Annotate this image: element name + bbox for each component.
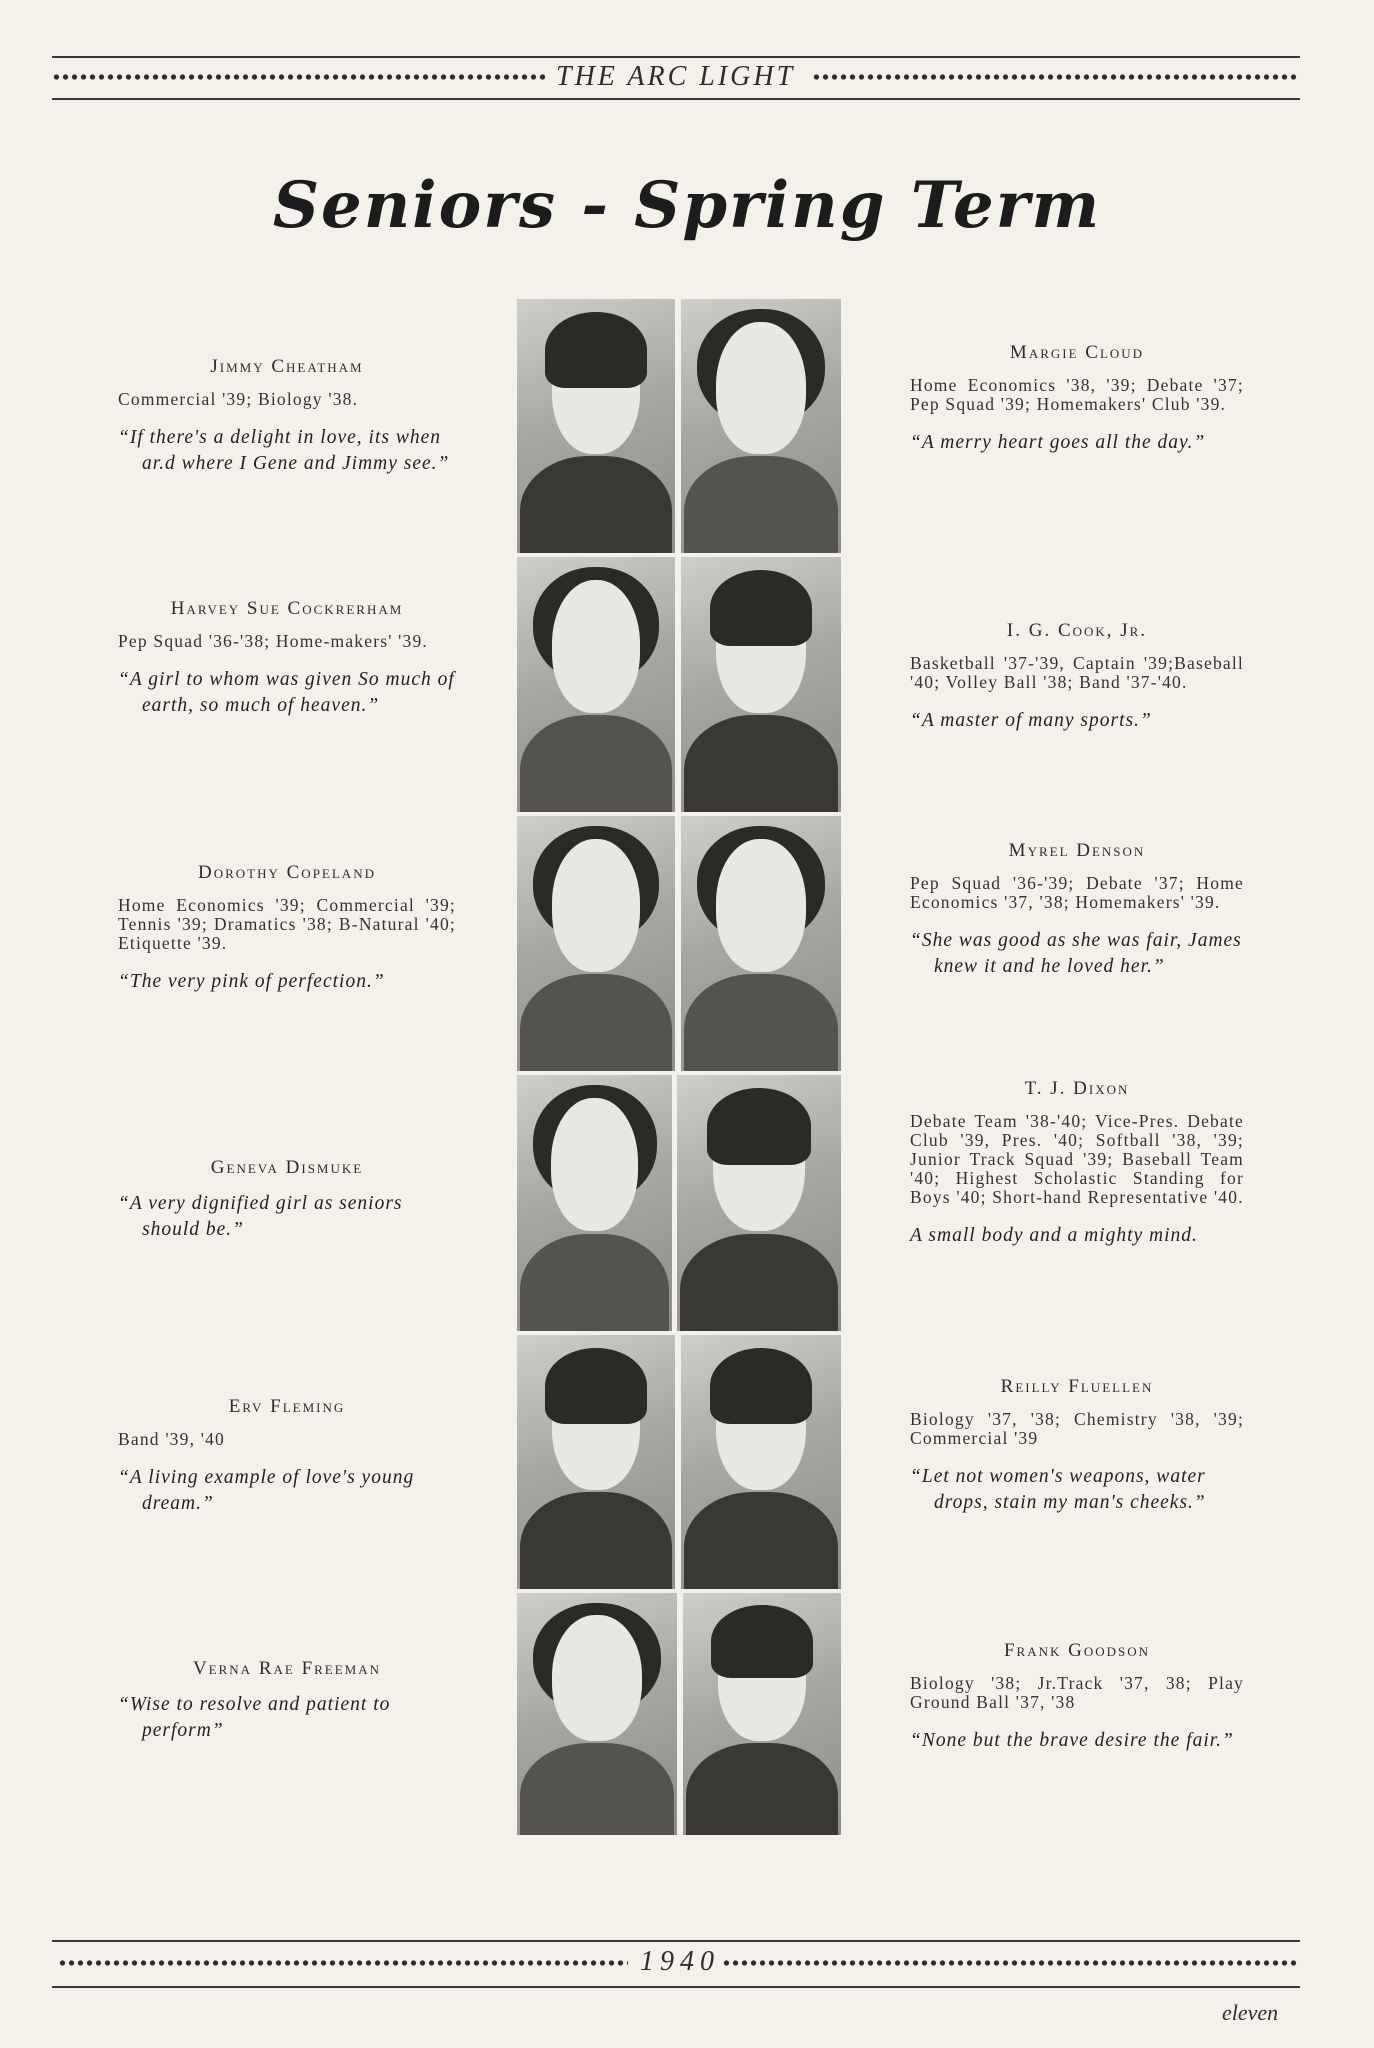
senior-entry bbox=[118, 1658, 456, 1744]
senior-name: Margie Cloud bbox=[1009, 342, 1145, 363]
senior-activities: Basketball '37-'39, Captain '39;Baseball '40; Volley Ball '38; Band '37-'40. bbox=[910, 653, 1244, 692]
section-title: Seniors - Spring Term bbox=[272, 168, 1102, 243]
senior-name: Verna Rae Freeman bbox=[192, 1658, 382, 1679]
senior-activities: Band '39, '40 bbox=[118, 1429, 225, 1449]
portrait-reilly-fluellen bbox=[681, 1335, 841, 1589]
portrait-frank-goodson bbox=[683, 1593, 841, 1835]
portrait-geneva-dismuke bbox=[517, 1075, 672, 1331]
senior-entry bbox=[910, 342, 1244, 456]
senior-quote: “Let not women's weapons, water drops, stain my man's cheeks.” bbox=[910, 1466, 1206, 1513]
senior-activities: Biology '37, '38; Chemistry '38, '39; Commercial '39 bbox=[910, 1409, 1244, 1448]
senior-quote: “None but the brave desire the fair.” bbox=[910, 1730, 1234, 1751]
senior-entry bbox=[910, 620, 1244, 734]
header-rule-bottom bbox=[52, 98, 1300, 100]
senior-entry bbox=[910, 1078, 1244, 1249]
footer-rule-top bbox=[52, 1940, 1300, 1942]
senior-name: Erv Fleming bbox=[228, 1396, 346, 1417]
senior-quote: “A very dignified girl as seniors should be.” bbox=[118, 1193, 403, 1240]
senior-quote: “If there's a delight in love, its when ar.d where I Gene and Jimmy see.” bbox=[118, 427, 450, 474]
senior-activities: Biology '38; Jr.Track '37, 38; Play Ground Ball '37, '38 bbox=[910, 1673, 1244, 1712]
senior-name: Harvey Sue Cockrerham bbox=[170, 598, 404, 619]
portrait-verna-rae-freeman bbox=[517, 1593, 677, 1835]
senior-name: Frank Goodson bbox=[1003, 1640, 1151, 1661]
header-rule-top bbox=[52, 56, 1300, 58]
photo-grid bbox=[517, 299, 841, 1835]
senior-name: Dorothy Copeland bbox=[198, 862, 376, 883]
senior-entry bbox=[118, 356, 456, 477]
senior-entry bbox=[118, 1157, 456, 1243]
senior-quote: “A merry heart goes all the day.” bbox=[910, 432, 1206, 453]
senior-quote: “A living example of love's young dream.” bbox=[118, 1467, 415, 1514]
senior-name: Reilly Fluellen bbox=[1000, 1376, 1154, 1397]
portrait-myrel-denson bbox=[681, 816, 841, 1071]
header-dots-right bbox=[812, 72, 1300, 82]
senior-quote: “A girl to whom was given So much of earth, so much of heaven.” bbox=[118, 669, 455, 716]
senior-activities: Home Economics '39; Commercial '39; Tennis '39; Dramatics '38; B-Natural '40; Etiquette '39. bbox=[118, 895, 456, 953]
senior-quote: “A master of many sports.” bbox=[910, 710, 1152, 731]
senior-activities: Pep Squad '36-'38; Home-makers' '39. bbox=[118, 631, 429, 651]
senior-quote: “The very pink of perfection.” bbox=[118, 971, 385, 992]
senior-activities: Pep Squad '36-'39; Debate '37; Home Economics '37, '38; Homemakers' '39. bbox=[910, 873, 1244, 912]
portrait-tj-dixon bbox=[677, 1075, 841, 1331]
senior-entry bbox=[118, 598, 456, 719]
portrait-ig-cook bbox=[681, 557, 841, 812]
senior-quote: “Wise to resolve and patient to perform” bbox=[118, 1694, 391, 1741]
senior-entry bbox=[910, 840, 1244, 980]
portrait-dorothy-copeland bbox=[517, 816, 675, 1071]
senior-name: T. J. Dixon bbox=[1024, 1078, 1130, 1099]
portrait-margie-cloud bbox=[681, 299, 841, 553]
page-number: eleven bbox=[1222, 2000, 1279, 2025]
senior-activities: Debate Team '38-'40; Vice-Pres. Debate Club '39, Pres. '40; Softball '38, '39; Junior Track Squad '39; Baseball Team '40; Highest Scholastic Standing for Boys '40; Short-hand Representative '40. bbox=[910, 1111, 1244, 1207]
running-header: THE ARC LIGHT bbox=[556, 61, 796, 92]
senior-activities: Home Economics '38, '39; Debate '37; Pep Squad '39; Homemakers' Club '39. bbox=[910, 375, 1244, 414]
portrait-jimmy-cheatham bbox=[517, 299, 675, 553]
portrait-erv-fleming bbox=[517, 1335, 675, 1589]
senior-entry bbox=[118, 1396, 456, 1517]
senior-name: I. G. Cook, Jr. bbox=[1006, 620, 1148, 641]
footer-year: 1940 bbox=[640, 1946, 720, 1977]
portrait-harvey-sue-cockrerham bbox=[517, 557, 675, 812]
header-dots-left bbox=[52, 72, 548, 82]
senior-entry bbox=[910, 1640, 1244, 1754]
senior-name: Myrel Denson bbox=[1008, 840, 1146, 861]
senior-entry bbox=[118, 862, 456, 995]
senior-quote: A small body and a mighty mind. bbox=[910, 1225, 1198, 1246]
senior-quote: “She was good as she was fair, James knew it and he loved her.” bbox=[910, 930, 1242, 977]
senior-activities: Commercial '39; Biology '38. bbox=[118, 389, 359, 409]
footer-dots-right bbox=[722, 1958, 1300, 1968]
senior-name: Geneva Dismuke bbox=[210, 1157, 364, 1178]
footer-dots-left bbox=[58, 1958, 628, 1968]
senior-entry bbox=[910, 1376, 1244, 1516]
footer-rule-bottom bbox=[52, 1986, 1300, 1988]
senior-name: Jimmy Cheatham bbox=[210, 356, 364, 377]
